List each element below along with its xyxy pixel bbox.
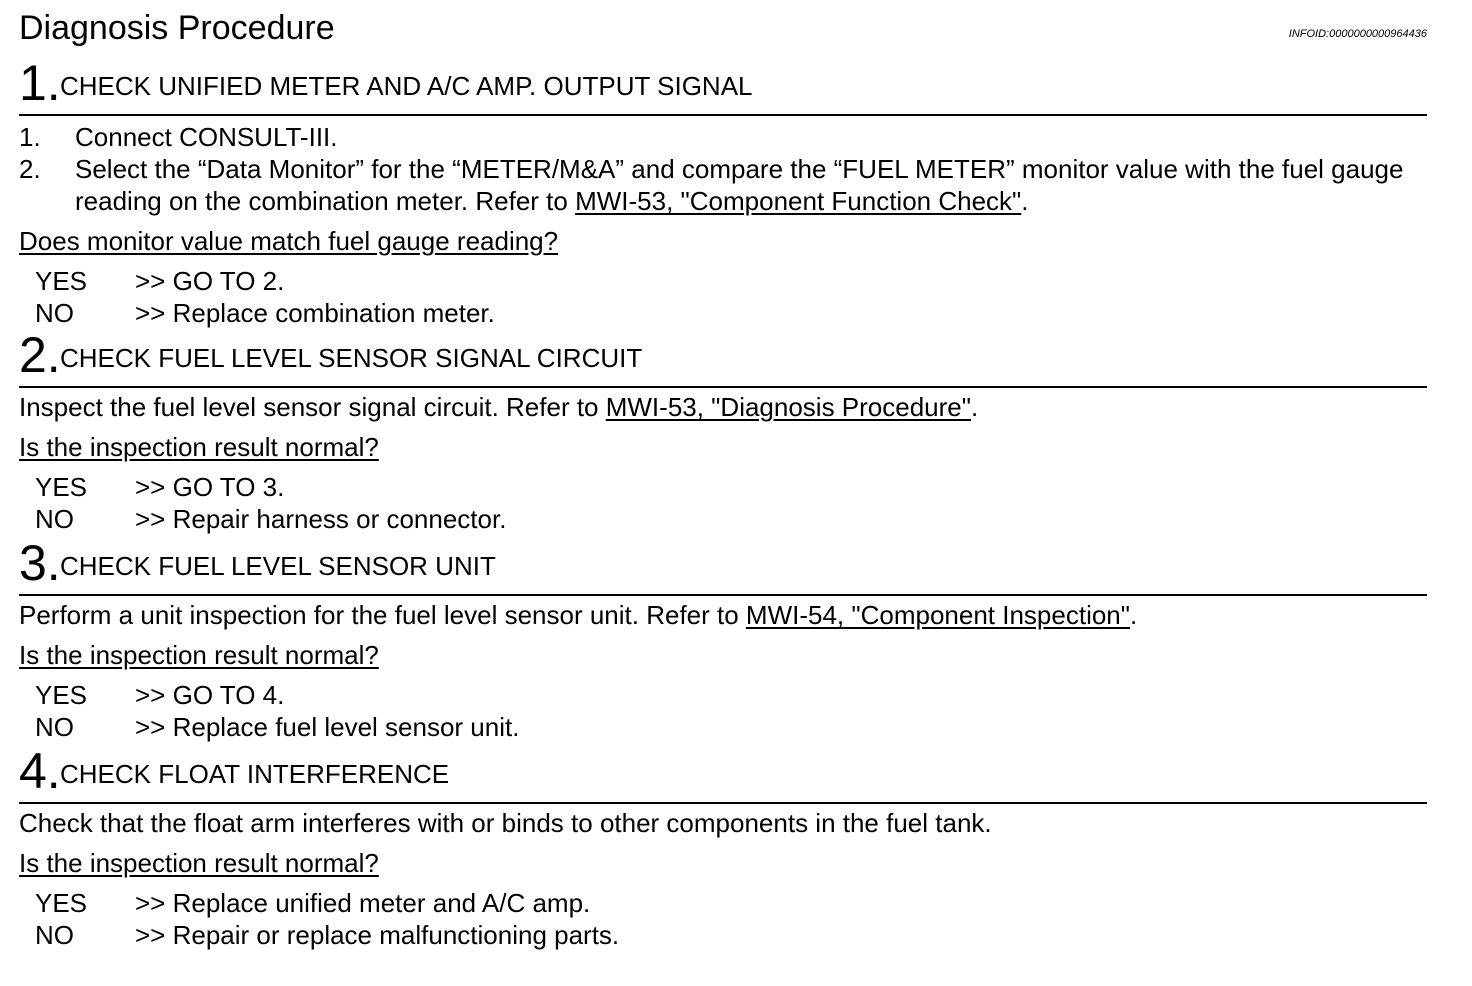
- answer-no-action: >> Repair harness or connector.: [135, 504, 507, 534]
- step-instruction: [19, 804, 1427, 839]
- list-item: [19, 153, 1427, 217]
- step-4: [19, 743, 1427, 951]
- step-header: [19, 327, 1427, 388]
- answer-list: [19, 679, 1427, 743]
- answer-yes-action: >> GO TO 3.: [135, 472, 285, 502]
- step-header: [19, 743, 1427, 804]
- step-number: 1.: [19, 55, 61, 111]
- instruction-text: Check that the float arm interferes with or binds to other components in the fuel tank.: [19, 808, 992, 838]
- list-item: [19, 121, 1427, 153]
- answer-yes-label: YES: [35, 266, 88, 296]
- answer-list: [19, 265, 1427, 329]
- list-item-number: 1.: [19, 122, 41, 152]
- answer-yes-action: >> GO TO 4.: [135, 680, 285, 710]
- step-number: 4.: [19, 743, 61, 799]
- list-item-text: Select the “Data Monitor” for the “METER/M&A” and compare the “FUEL METER” monitor value with the fuel gauge reading on the combination meter. Refer to: [75, 154, 1404, 216]
- answer-yes: [19, 265, 1427, 297]
- step-question: Is the inspection result normal?: [19, 848, 379, 878]
- info-id: INFOID:0000000000964436: [1288, 28, 1427, 40]
- reference-link[interactable]: MWI-54, "Component Inspection": [745, 600, 1130, 630]
- step-2: [19, 327, 1427, 535]
- step-question: Is the inspection result normal?: [19, 432, 379, 462]
- instruction-text: Inspect the fuel level sensor signal circuit. Refer to: [19, 392, 606, 422]
- answer-list: [19, 887, 1427, 951]
- step-3: [19, 535, 1427, 743]
- step-instruction: [19, 596, 1427, 631]
- answer-yes-action: >> Replace unified meter and A/C amp.: [135, 888, 591, 918]
- list-item-text: Connect CONSULT-III.: [75, 122, 338, 152]
- step-question: Does monitor value match fuel gauge reading?: [19, 226, 559, 256]
- instruction-text: Perform a unit inspection for the fuel level sensor unit. Refer to: [19, 600, 746, 630]
- answer-yes-action: >> GO TO 2.: [135, 266, 285, 296]
- answer-yes-label: YES: [35, 472, 88, 502]
- step-instruction: [19, 388, 1427, 423]
- answer-yes: [19, 679, 1427, 711]
- step-instructions: [19, 118, 1427, 217]
- step-header: [19, 535, 1427, 596]
- answer-yes-label: YES: [35, 888, 88, 918]
- instruction-suffix: .: [1130, 600, 1138, 630]
- step-title: CHECK FUEL LEVEL SENSOR UNIT: [60, 551, 496, 581]
- answer-no-label: NO: [35, 920, 74, 950]
- reference-link[interactable]: MWI-53, "Diagnosis Procedure": [605, 392, 971, 422]
- answer-no: [19, 919, 1427, 951]
- answer-yes-label: YES: [35, 680, 88, 710]
- answer-no-action: >> Replace fuel level sensor unit.: [135, 712, 520, 742]
- answer-no-action: >> Repair or replace malfunctioning parts.: [135, 920, 620, 950]
- answer-yes: [19, 471, 1427, 503]
- step-number: 2.: [19, 327, 61, 383]
- answer-list: [19, 471, 1427, 535]
- reference-link[interactable]: MWI-53, "Component Function Check": [575, 186, 1022, 216]
- instruction-suffix: .: [971, 392, 979, 422]
- answer-no-label: NO: [35, 504, 74, 534]
- answer-no: [19, 297, 1427, 329]
- step-header: [19, 55, 1427, 116]
- list-item-suffix: .: [1021, 186, 1029, 216]
- answer-no-label: NO: [35, 712, 74, 742]
- step-title: CHECK FUEL LEVEL SENSOR SIGNAL CIRCUIT: [60, 343, 643, 373]
- answer-no-label: NO: [35, 298, 74, 328]
- list-item-number: 2.: [19, 154, 41, 184]
- answer-yes: [19, 887, 1427, 919]
- answer-no: [19, 503, 1427, 535]
- answer-no-action: >> Replace combination meter.: [135, 298, 495, 328]
- step-title: CHECK UNIFIED METER AND A/C AMP. OUTPUT SIGNAL: [60, 71, 753, 101]
- step-number: 3.: [19, 535, 61, 591]
- step-question: Is the inspection result normal?: [19, 640, 379, 670]
- answer-no: [19, 711, 1427, 743]
- step-title: CHECK FLOAT INTERFERENCE: [60, 759, 450, 789]
- step-1: [19, 55, 1427, 329]
- page-title: Diagnosis Procedure: [19, 9, 335, 47]
